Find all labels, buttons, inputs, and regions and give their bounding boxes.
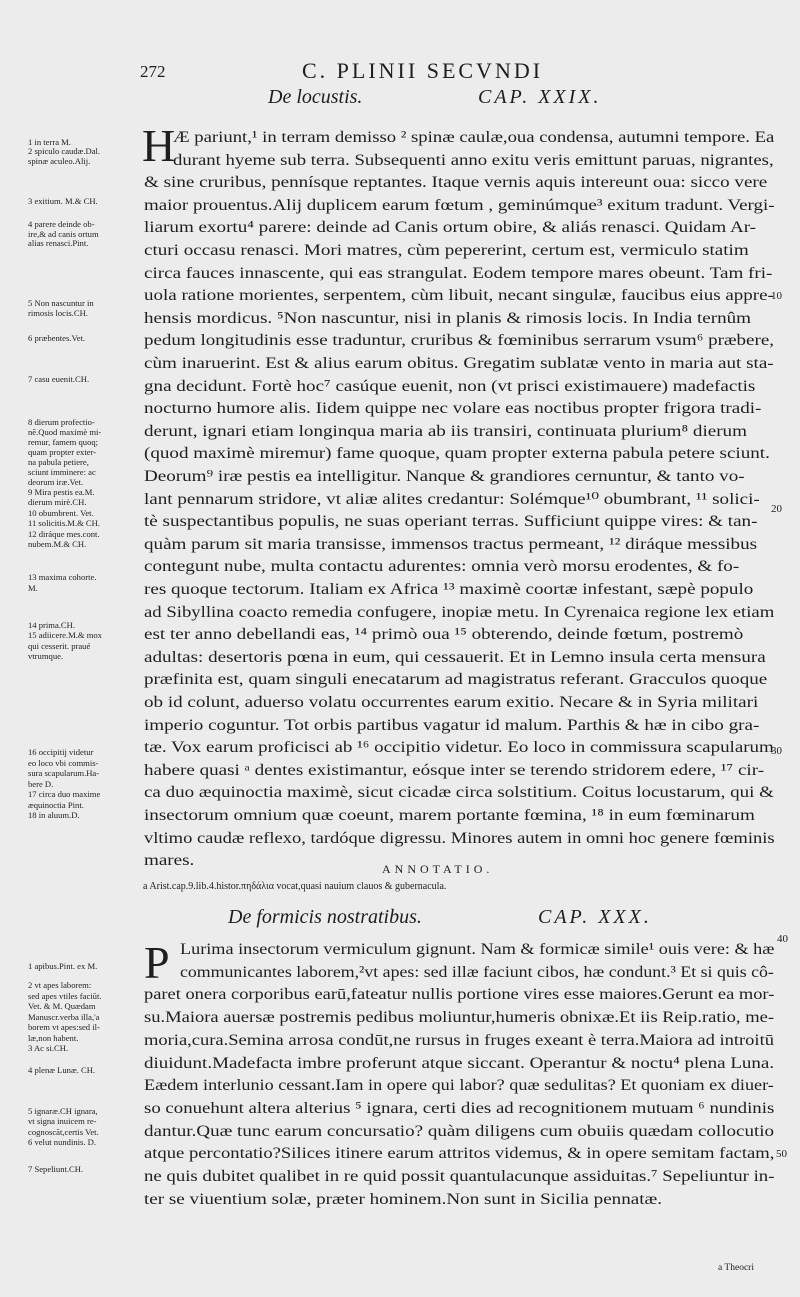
margin-note: 4 plenæ Lunæ. CH. [28, 1065, 96, 1075]
margin-note: 13 maxima cohorte. [28, 572, 97, 582]
margin-note: quam propter exter- [28, 447, 97, 457]
text-line: maior prouentus.Alij duplicem earum fœtum , geminúmque³ exitum tradunt. Vergi- [144, 196, 775, 214]
margin-note: Vet. & M. Quædam [28, 1001, 96, 1011]
margin-note: 11 solicitis.M.& CH. [28, 518, 101, 528]
margin-note: nē.Quod maximè mi- [28, 427, 102, 437]
text-line: Æ pariunt,¹ in terram demisso ² spinæ caulæ,oua condensa, autumni tempore. Ea [173, 129, 775, 146]
catchword: a Theocri [718, 1263, 754, 1273]
margin-note: 2 spiculo caudæ.Dal. [28, 146, 101, 156]
text-line: paret onera corporibus earū,fateatur nullis portione vires esse maiores.Gerunt ea mor- [144, 986, 775, 1004]
text-line: tæ. Vox earum proficisci ab ¹⁶ occipitio videtur. Eo loco in commissura scapularum [144, 739, 774, 757]
margin-note: 8 dierum profectio- [28, 417, 95, 427]
chapter-title: De formicis nostratibus. [228, 906, 422, 928]
text-line: Eædem interlunio cessant.Iam in opere qui labor? quæ sedulitas? Et quoniam ex diuer- [144, 1077, 774, 1095]
text-line: insectorum omnium quæ coeunt, marem portante fœmina, ¹⁸ in eum fœminarum [144, 807, 755, 824]
margin-note: vtrumque. [28, 651, 64, 661]
margin-note: 6 velut nundinis. D. [28, 1137, 97, 1147]
margin-note: 3 exitium. M.& CH. [28, 196, 98, 206]
margin-note: 5 ignaræ.CH ignara, [28, 1106, 98, 1116]
margin-note: bere D. [28, 779, 54, 789]
annotation-heading: ANNOTATIO. [382, 862, 494, 876]
text-line: derunt, ignari etiam longinqua maria ab iis transiri, continuata plurium⁸ dierum [144, 422, 747, 440]
text-line: præfinita est, quam singuli enecatarum ad magistratus referant. Gracculos quoque [144, 671, 768, 689]
text-line: habere quasi ᵃ dentes existimantur, eósque inter se terendo stridorem edere, ¹⁷ cir- [144, 761, 765, 779]
text-line: circa fauces innascente, qui eas strangulat. Eodem tempore mares obeunt. Tam fri- [144, 264, 773, 282]
text-line: cùm inaruerint. Est & alius earum obitus. Gregatim sublatæ vento in maria aut sta- [144, 355, 774, 372]
annotation-text: a Arist.cap.9.lib.4.histor.πηδάλια vocat,quasi nauium clauos & gubernacula. [143, 881, 447, 892]
text-line: Deorum⁹ iræ pestis ea intelligitur. Nanque & grandiores cernuntur, & tanto vo- [144, 468, 745, 485]
drop-cap: P [144, 937, 170, 988]
margin-note: 9 Mira pestis ea.M. [28, 487, 95, 497]
text-line: communicantes laborem,²vt apes: sed illæ faciunt cibos, hæ condunt.³ Et si quis cô- [180, 963, 774, 981]
margin-note: 1 in terra M. [28, 137, 71, 147]
text-line: dantur.Quæ tunc earum concursatio? quàm diligens cum obuiis quædam collocutio [144, 1122, 775, 1140]
text-line: ca duo æquinoctia maximè, sicut cicadæ circa solstitium. Coitus locustarum, qui & [144, 784, 774, 802]
line-number: 50 [776, 1148, 787, 1160]
text-line: nocturno humore alis. Iidem quippe nec volare eas noctibus propter frigora tradi- [144, 400, 762, 418]
margin-note: sed apes vtiles faciūt. [28, 991, 102, 1001]
text-line: su.Maiora auersæ postremis pedibus moliuntur,humeris obnixæ.Et iis Reip.ratio, me- [144, 1009, 775, 1027]
line-number: 10 [771, 290, 782, 302]
margin-note: læ,non habent. [28, 1033, 79, 1043]
line-number: 30 [771, 745, 782, 757]
text-line: ob id colunt, aduerso volatu occurrentes earum exitio. Necare & in Syria militari [144, 694, 759, 711]
text-line: durant hyeme sub terra. Subsequenti anno exitu veris emittunt paruas, nigrantes, [173, 151, 774, 169]
running-head: C. PLINII SECVNDI [302, 58, 544, 83]
text-line: res quoque tectorum. Italiam ex Africa ¹³ maximè coortæ infestant, sæpè populo [144, 581, 754, 598]
text-line: ne quis dubitet qualibet in re quid possit quantulacunque assiduitas.⁷ Sepeliuntur in- [144, 1168, 775, 1185]
chapter-number: CAP. XXIX. [478, 86, 602, 108]
margin-note: 7 Sepeliunt.CH. [28, 1164, 84, 1174]
margin-note: sciunt imminere: ac [28, 467, 96, 477]
page-number: 272 [140, 62, 166, 81]
text-line: uola ratione morientes, serpentem, cùm libuit, necant singulæ, faucibus eius appre- [144, 287, 774, 305]
text-line: diuidunt.Madefacta imbre proferunt atque siccant. Operantur & noctu⁴ plena Luna. [144, 1054, 775, 1072]
margin-note: 12 diráque mes.cont. [28, 529, 100, 539]
line-number: 40 [777, 933, 788, 945]
margin-note: remur, famem quoq; [28, 437, 99, 447]
text-line: pedum longitudinis esse traduntur, cruribus & fœminibus serrarum vsum⁶ præbere, [144, 332, 774, 350]
chapter-number: CAP. XXX. [538, 906, 652, 928]
margin-note: ire,& ad canis ortum [28, 229, 99, 239]
margin-note: 2 vt apes laborem: [28, 980, 92, 990]
text-line: ter se viuentium solæ, præter hominem.Non sunt in Sicilia pennatæ. [144, 1190, 662, 1208]
text-line: quàm parum sit maria transisse, immensos tractus permeant, ¹² diráque messibus [144, 535, 758, 553]
margin-note: 7 casu euenit.CH. [28, 374, 90, 384]
margin-note: 4 parere deinde ob- [28, 219, 95, 229]
text-line: mares. [144, 852, 195, 870]
margin-note: 17 circa duo maxime [28, 789, 101, 799]
margin-note: cognoscāt,certis Vet. [28, 1127, 99, 1137]
text-line: cturi occasu renasci. Mori matres, cùm pepererint, certum est, vermiculo statim [144, 242, 749, 259]
margin-note: vt signa inuicem re- [28, 1116, 97, 1126]
margin-note: dierum mirè.CH. [28, 497, 87, 507]
text-line: contegunt nube, multa contactu adurentes: omnia verò morsu erodentes, & fo- [144, 558, 740, 576]
margin-note: M. [28, 583, 38, 593]
margin-note: 6 præbentes.Vet. [28, 333, 86, 343]
text-line: adultas: desertoris pœna in eum, qui cessauerit. Et in Lemno insula certa mensura [144, 648, 766, 666]
margin-note: alias renasci.Pint. [28, 238, 89, 248]
text-line: ad Sibyllina coacto remedia confugere, inopiæ metu. In Cyrenaica regione lex etiam [144, 603, 775, 621]
margin-note: rimosis locis.CH. [28, 308, 88, 318]
text-line: so conuehunt altera alterius ⁵ ignara, certi dies ad recognitionem mutuam ⁶ nundinis [144, 1099, 775, 1117]
margin-note: deorum iræ.Vet. [28, 477, 84, 487]
text-line: & sine cruribus, pennísque reptantes. Itaque vernis aquis intereunt oua: sicco vere [144, 174, 768, 192]
margin-note: na pabula petiere, [28, 457, 89, 467]
text-line: lant pennarum stridore, vt aliæ alites credantur: Solémque¹⁰ obumbrant, ¹¹ solici- [144, 490, 760, 508]
margin-note: spinæ aculeo.Alij. [28, 156, 91, 166]
margin-note: 16 occipitij videtur [28, 747, 94, 757]
margin-note: 10 obumbrent. Vet. [28, 508, 94, 518]
text-line: gna decidunt. Fortè hoc⁷ casúque euenit, non (vt prisci existimauere) madefactis [144, 377, 756, 395]
drop-cap: H [142, 120, 176, 171]
margin-note: 5 Non nascuntur in [28, 298, 94, 308]
text-line: (quod maximè miremur) fame quoque, quam propter externa pabula petere sciunt. [144, 445, 770, 463]
margin-note: æquinoctia Pint. [28, 800, 84, 810]
margin-note: 15 adiicere.M.& mox [28, 630, 102, 640]
text-line: tè suspectantibus populis, ne suas operiant terras. Sufficiunt quippe vires: & tan- [144, 513, 758, 531]
text-line: est ter anno debellandi eas, ¹⁴ primò oua ¹⁵ obterendo, deinde fœtum, postremò [144, 626, 744, 644]
margin-note: 14 prima.CH. [28, 620, 76, 630]
text-line: Lurima insectorum vermiculum gignunt. Nam & formicæ simile¹ ouis vere: & hæ [180, 941, 775, 958]
margin-note: Manuscr.verba illa,'a [28, 1012, 100, 1022]
margin-note: 1 apibus.Pint. ex M. [28, 961, 98, 971]
text-line: imperio coguntur. Tot orbis partibus vagatur id malum. Parthis & hæ in cibo gra- [144, 716, 760, 734]
margin-note: 3 Ac si.CH. [28, 1043, 69, 1053]
text-line: hensis mordicus. ⁵Non nascuntur, nisi in planis & rimosis locis. In India ternûm [144, 309, 752, 327]
margin-note: qui cesserit. praué [28, 641, 91, 651]
text-line: liarum exortu⁴ parere: deinde ad Canis ortum obire, & aliás renasci. Quidam Ar- [144, 219, 757, 237]
margin-note: nubem.M.& CH. [28, 539, 87, 549]
text-line: vltimo caudæ reflexo, tardóque digressu. Minores autem in omni hoc genere fœminis [144, 829, 775, 847]
margin-note: borem vt apes:sed il- [28, 1022, 100, 1032]
text-line: moria,cura.Semina arrosa condūt,ne rursus in fruges exeant è terra.Maiora ad introitū [144, 1031, 774, 1049]
margin-note: sura scapularum.Ha- [28, 768, 100, 778]
line-number: 20 [771, 503, 782, 515]
text-line: atque percontatio?Silices itinere earum attritos videmus, & in opere semitam factam, [144, 1145, 775, 1163]
margin-note: eo loco vbi commis- [28, 758, 99, 768]
chapter-title: De locustis. [268, 86, 363, 108]
margin-note: 18 in aluum.D. [28, 810, 80, 820]
